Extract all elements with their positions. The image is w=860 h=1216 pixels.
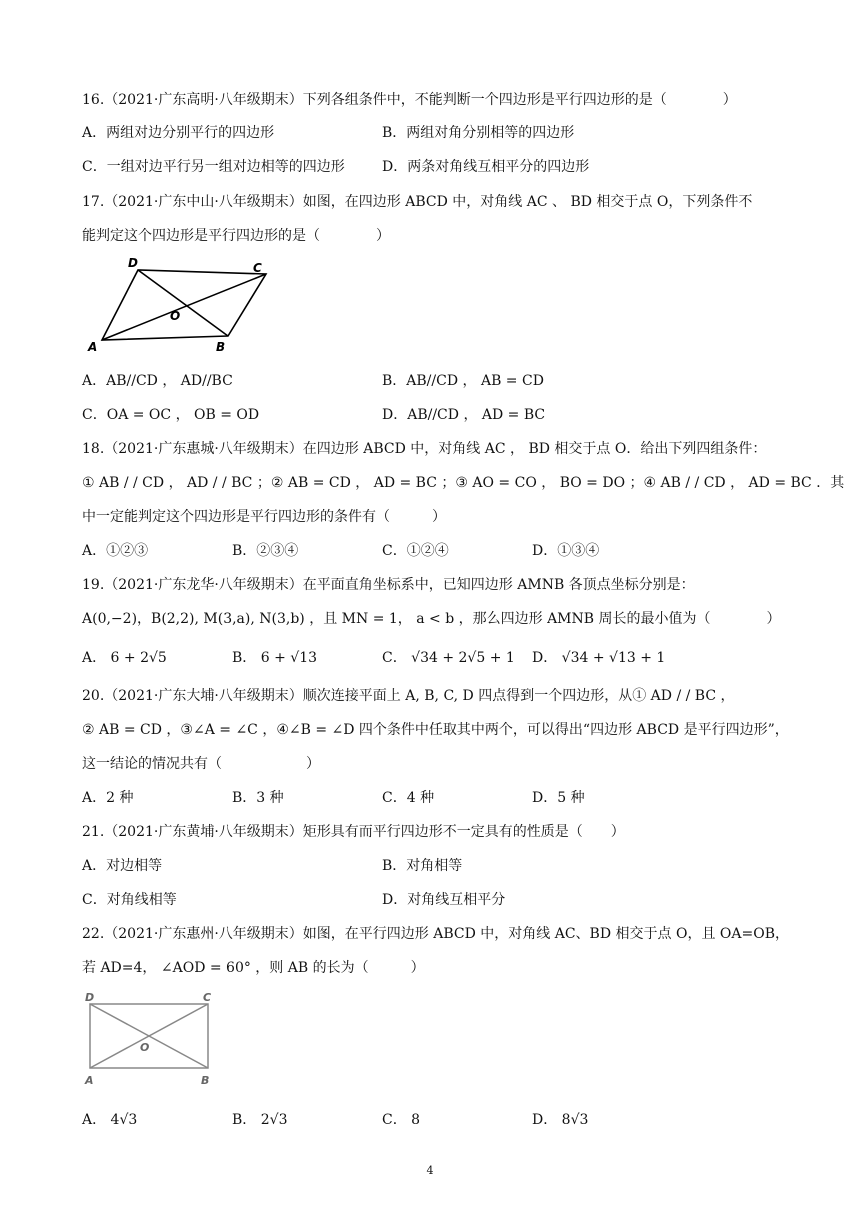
q16-stem: 16.（2021·广东高明·八年级期末）下列各组条件中，不能判断一个四边形是平行四边形的是（ ）	[82, 92, 737, 108]
q22-option-a: A． 4√3	[82, 1112, 138, 1128]
q19-option-b: B． 6 + √13	[232, 650, 318, 666]
q18-stem-line2: ① AB / / CD ， AD / / BC ；② AB = CD ， AD = BC ；③ AO = CO ， BO = DO ；④ AB / / CD ， AD = BC ．其	[82, 475, 845, 491]
q19-option-a: A． 6 + 2√5	[82, 650, 167, 666]
q21-option-d: D．对角线互相平分	[382, 892, 506, 908]
q19-option-c: C． √34 + 2√5 + 1	[382, 650, 515, 666]
q22-option-b: B． 2√3	[232, 1112, 288, 1128]
q22-label-o: O	[140, 1041, 150, 1054]
q17-label-a: A	[88, 340, 98, 354]
q17-label-c: C	[253, 261, 262, 275]
q21-stem: 21.（2021·广东黄埔·八年级期末）矩形具有而平行四边形不一定具有的性质是（ ）	[82, 824, 625, 840]
q18-stem-line3: 中一定能判定这个四边形是平行四边形的条件有（ ）	[82, 509, 446, 525]
q16-option-a: A．两组对边分别平行的四边形	[82, 125, 275, 141]
q22-label-c: C	[203, 991, 212, 1004]
q22-stem-line2: 若 AD=4， ∠AOD = 60° ，则 AB 的长为（ ）	[82, 960, 425, 976]
q22-label-a: A	[85, 1074, 94, 1087]
q19-stem-line1: 19.（2021·广东龙华·八年级期末）在平面直角坐标系中，已知四边形 AMNB 各顶点坐标分别是：	[82, 577, 695, 593]
q17-option-b: B．AB//CD ， AB = CD	[382, 373, 544, 389]
q18-option-b: B．②③④	[232, 543, 299, 559]
q17-label-d: D	[128, 256, 138, 270]
q22-option-d: D． 8√3	[532, 1112, 589, 1128]
q16-option-d: D．两条对角线互相平分的四边形	[382, 159, 590, 175]
q17-stem-line1: 17.（2021·广东中山·八年级期末）如图，在四边形 ABCD 中，对角线 AC 、 BD 相交于点 O，下列条件不	[82, 194, 753, 210]
q17-stem-line2: 能判定这个四边形是平行四边形的是（ ）	[82, 228, 390, 244]
q21-option-c: C．对角线相等	[82, 892, 177, 908]
q16-option-c: C．一组对边平行另一组对边相等的四边形	[82, 159, 345, 175]
q20-option-c: C．4 种	[382, 790, 435, 806]
q21-option-a: A．对边相等	[82, 858, 163, 874]
q18-option-a: A．①②③	[82, 543, 149, 559]
q18-option-c: C．①②④	[382, 543, 449, 559]
q17-parallelogram-figure	[82, 256, 282, 356]
q20-stem-line1: 20.（2021·广东大埔·八年级期末）顺次连接平面上 A, B, C, D 四点得到一个四边形，从① AD / / BC ，	[82, 688, 735, 704]
page-number: 4	[426, 1164, 434, 1177]
q20-stem-line3: 这一结论的情况共有（ ）	[82, 756, 320, 772]
q20-option-b: B．3 种	[232, 790, 284, 806]
q17-option-d: D．AB//CD ， AD = BC	[382, 407, 546, 423]
q22-rectangle-figure	[82, 990, 222, 1090]
q20-option-a: A．2 种	[82, 790, 134, 806]
q20-option-d: D．5 种	[532, 790, 585, 806]
q18-option-d: D．①③④	[532, 543, 600, 559]
q22-option-c: C． 8	[382, 1112, 421, 1128]
q20-stem-line2: ② AB = CD ，③∠A = ∠C ，④∠B = ∠D 四个条件中任取其中两个，可以得出“四边形 ABCD 是平行四边形”，	[82, 722, 789, 738]
q18-stem-line1: 18.（2021·广东惠城·八年级期末）在四边形 ABCD 中，对角线 AC ， BD 相交于点 O．给出下列四组条件：	[82, 441, 767, 457]
q22-label-b: B	[201, 1074, 210, 1087]
q17-label-o: O	[170, 309, 181, 323]
q17-label-b: B	[216, 340, 226, 354]
q19-option-d: D． √34 + √13 + 1	[532, 650, 666, 666]
q16-option-b: B．两组对角分别相等的四边形	[382, 125, 575, 141]
q19-stem-line2: A(0,−2)，B(2,2), M(3,a), N(3,b) ，且 MN = 1， a < b ，那么四边形 AMNB 周长的最小值为（ ）	[82, 611, 781, 627]
q22-stem-line1: 22.（2021·广东惠州·八年级期末）如图，在平行四边形 ABCD 中，对角线 AC、BD 相交于点 O，且 OA=OB，	[82, 926, 789, 942]
q17-option-c: C．OA = OC ， OB = OD	[82, 407, 260, 423]
q22-label-d: D	[85, 991, 95, 1004]
q21-option-b: B．对角相等	[382, 858, 463, 874]
q17-option-a: A．AB//CD ， AD//BC	[82, 373, 233, 389]
